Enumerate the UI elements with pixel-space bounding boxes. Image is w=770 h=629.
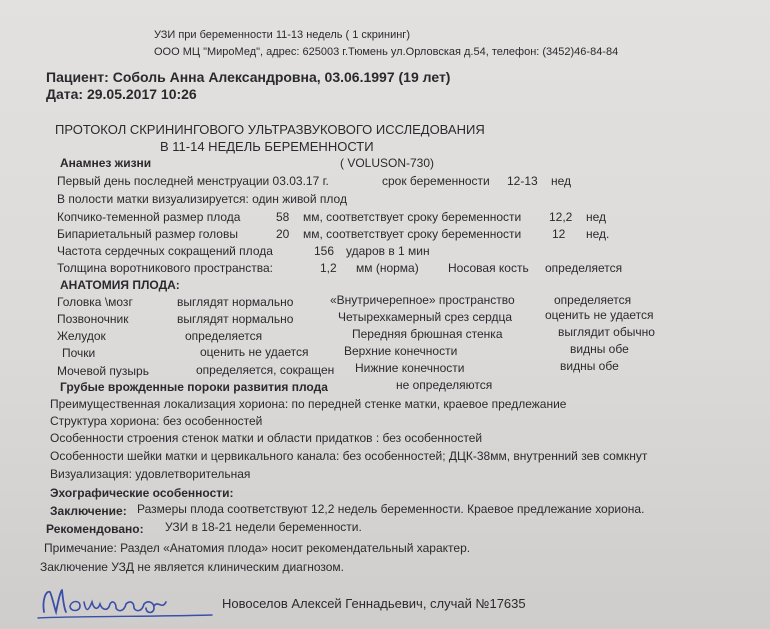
recommendation-text: УЗИ в 18-21 недели беременности.: [165, 520, 362, 534]
anatomy-label: Почки: [62, 346, 96, 360]
anatomy-heading: АНАТОМИЯ ПЛОДА:: [60, 278, 180, 292]
note: Примечание: Раздел «Анатомия плода» носит рекомендательный характер.: [44, 541, 471, 555]
device-name: ( VOLUSON-730): [340, 156, 435, 170]
lmp-label: Первый день последней менструации 03.03.17 г.: [57, 174, 329, 188]
cervix-findings: Особенности шейки матки и цервикального канала: без особенностей; ДЦК-38мм, внутренний зев сомкнут: [50, 449, 648, 463]
ktr-term-unit: нед: [586, 210, 607, 224]
anatomy-label-2: Четырехкамерный срез сердца: [338, 310, 513, 324]
header-line-1: УЗИ при беременности 11-13 недель ( 1 скрининг): [154, 29, 410, 41]
conclusion-text: Размеры плода соответствуют 12,2 недель беременности. Краевое предлежание хориона.: [137, 502, 645, 516]
nt-value: 1,2: [320, 261, 337, 275]
heart-rate-unit: ударов в 1 мин: [346, 244, 430, 258]
nasal-bone-label: Носовая кость: [448, 261, 529, 275]
anamnesis-heading: Анамнез жизни: [60, 156, 152, 170]
anatomy-value-2: оценить не удается: [545, 308, 654, 322]
uterine-cavity: В полости матки визуализируется: один живой плод: [57, 192, 347, 206]
term-unit: нед: [551, 174, 572, 188]
anatomy-value-2: видны обе: [570, 342, 629, 356]
uterus-walls: Особенности строения стенок матки и области придатков : без особенностей: [50, 431, 483, 445]
bpr-unit: мм, соответствует сроку беременности: [303, 227, 522, 241]
conclusion-label: Заключение:: [50, 504, 127, 518]
anatomy-label-2: «Внутричерепное» пространство: [330, 293, 515, 307]
anatomy-label-2: Передняя брюшная стенка: [352, 327, 503, 341]
bpr-term: 12: [552, 227, 566, 241]
anatomy-value: определяется, сокращен: [196, 363, 335, 377]
ktr-term: 12,2: [549, 210, 573, 224]
anatomy-label-2: Нижние конечности: [355, 361, 465, 375]
chorion-structure: Структура хориона: без особенностей: [50, 414, 263, 428]
anatomy-label-2: Верхние конечности: [344, 344, 458, 358]
bpr-label: Бипариетальный размер головы: [57, 227, 238, 241]
recommendation-label: Рекомендовано:: [46, 522, 144, 536]
echo-features-heading: Эхографические особенности:: [50, 486, 234, 500]
ktr-unit: мм, соответствует сроку беременности: [303, 210, 522, 224]
anatomy-value-2: выглядит обычно: [558, 325, 655, 339]
anatomy-value: выглядят нормально: [177, 312, 294, 326]
nt-label: Толщина воротникового пространства:: [57, 261, 273, 275]
anatomy-value: оценить не удается: [200, 345, 309, 359]
anatomy-label: Позвоночник: [57, 312, 129, 326]
exam-date: Дата: 29.05.2017 10:26: [46, 86, 197, 102]
protocol-title-line-1: ПРОТОКОЛ СКРИНИНГОВОГО УЛЬТРАЗВУКОВОГО ИССЛЕДОВАНИЯ: [55, 122, 485, 137]
ktr-label: Копчико-теменной размер плода: [57, 210, 241, 224]
heart-rate-label: Частота сердечных сокращений плода: [57, 244, 273, 258]
heart-rate-value: 156: [314, 244, 335, 258]
header-line-2: ООО МЦ "МироМед", адрес: 625003 г.Тюмень ул.Орловская д.54, телефон: (3452)46-84-84: [154, 46, 619, 58]
chorion-location: Преимущественная локализация хориона: по передней стенке матки, краевое предлежание: [50, 397, 567, 411]
bpr-term-unit: нед.: [586, 227, 610, 241]
nasal-bone-value: определяется: [545, 261, 623, 275]
term-label: срок беременности: [382, 174, 490, 188]
anatomy-value: выглядят нормально: [177, 295, 294, 309]
defects-value: не определяются: [396, 378, 493, 392]
term-value: 12-13: [507, 174, 538, 188]
anatomy-value: определяется: [185, 329, 263, 343]
defects-label: Грубые врожденные пороки развития плода: [60, 380, 328, 394]
ktr-value: 58: [276, 210, 290, 224]
nt-unit: мм (норма): [356, 261, 419, 275]
anatomy-value-2: видны обе: [560, 359, 619, 373]
protocol-title-line-2: В 11-14 НЕДЕЛЬ БЕРЕМЕННОСТИ: [160, 139, 374, 154]
disclaimer: Заключение УЗД не является клиническим диагнозом.: [40, 560, 345, 574]
bpr-value: 20: [276, 227, 290, 241]
visualization: Визуализация: удовлетворительная: [50, 467, 251, 481]
anatomy-label: Головка \мозг: [57, 295, 133, 309]
anatomy-label: Мочевой пузырь: [57, 364, 149, 378]
doctor-signature-line: Новоселов Алексей Геннадьевич, случай №17635: [222, 596, 526, 611]
patient-name: Пациент: Соболь Анна Александровна, 03.06.1997 (19 лет): [46, 69, 451, 85]
anatomy-value-2: определяется: [554, 293, 632, 307]
anatomy-label: Желудок: [57, 329, 106, 343]
handwritten-signature: [36, 582, 216, 622]
